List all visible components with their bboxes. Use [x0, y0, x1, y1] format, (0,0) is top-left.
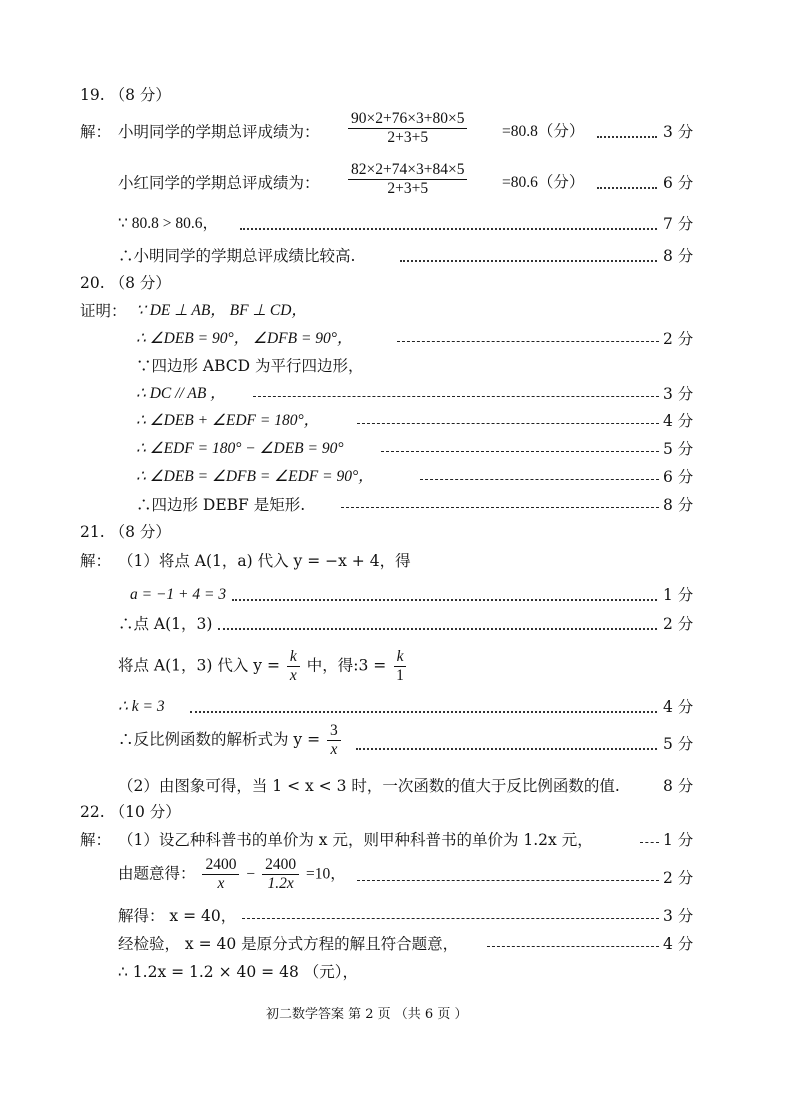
q20-line2: ∵四边形 ABCD 为平行四边形，	[136, 357, 364, 375]
q21-point-a-leader	[218, 628, 657, 630]
q22-eq-num2: 2400	[262, 856, 299, 875]
q21-sub-x: x	[289, 667, 297, 684]
q21-k-score: 4 分	[663, 698, 694, 716]
q19-hong-score: 6 分	[663, 174, 694, 192]
q22-eq-result: =10，	[306, 865, 346, 883]
q22-eq-den2: 1.2x	[267, 875, 294, 892]
q19-ming-fraction	[346, 110, 469, 147]
q20-line6-leader	[420, 479, 659, 480]
q20-line4: ∴ ∠DEB + ∠EDF = 180°，	[136, 412, 320, 429]
q20-header: 20. （8 分）	[80, 274, 171, 292]
q20-line5-score: 5 分	[663, 440, 694, 458]
q20-line5-leader	[381, 451, 659, 452]
q21-part2: （2）由图象可得，当 1 < x < 3 时，一次函数的值大于反比例函数的值.	[118, 777, 620, 795]
q20-line6: ∴ ∠DEB = ∠DFB = ∠EDF = 90°，	[136, 468, 374, 485]
q21-point-a-score: 2 分	[663, 615, 694, 633]
q19-ming-leader	[597, 136, 657, 138]
q20-line5: ∴ ∠EDF = 180° − ∠DEB = 90°	[136, 440, 344, 457]
q19-hong-numerator: 82×2+74×3+84×5	[348, 161, 467, 180]
q19-ming-result: =80.8（分）	[502, 123, 585, 140]
q19-jie: 解：	[80, 123, 112, 141]
q19-conclusion-leader	[400, 260, 657, 262]
q19-conclusion-score: 8 分	[663, 247, 694, 265]
q19-hong-result: =80.6（分）	[502, 174, 585, 191]
q20-proof-label: 证明：	[80, 302, 127, 320]
q22-solve-score: 3 分	[663, 907, 694, 925]
q22-solve: 解得： x = 40，	[118, 907, 237, 925]
q21-function-score: 5 分	[663, 735, 694, 753]
q19-ming-numerator: 90×2+76×3+80×5	[348, 110, 467, 129]
q22-jie: 解：	[80, 831, 112, 849]
q22-eq-den1: x	[217, 875, 225, 892]
q19-hong-leader	[597, 187, 657, 189]
q19-hong-label: 小红同学的学期总评成绩为：	[118, 174, 320, 192]
q20-given: ∵ DE ⊥ AB， BF ⊥ CD，	[136, 302, 307, 319]
q20-line3-score: 3 分	[663, 385, 694, 403]
q22-header: 22. （10 分）	[80, 803, 181, 821]
q22-equation-leader	[357, 880, 659, 881]
q22-check: 经检验， x = 40 是原分式方程的解且符合题意，	[118, 935, 459, 953]
q20-line1: ∴ ∠DEB = 90°， ∠DFB = 90°，	[136, 330, 353, 347]
q20-line7-leader	[341, 507, 659, 508]
q22-check-score: 4 分	[663, 935, 694, 953]
q21-function	[118, 722, 343, 759]
q21-k-leader	[190, 711, 657, 713]
q19-compare-leader	[240, 228, 657, 230]
q22-final: ∴ 1.2x = 1.2 × 40 = 48 （元），	[118, 963, 358, 981]
q21-a-equation: a = −1 + 4 = 3	[130, 586, 227, 603]
q22-equation	[118, 856, 346, 893]
q20-line6-score: 6 分	[663, 468, 694, 486]
q21-part2-score: 8 分	[663, 777, 694, 795]
q19-hong-fraction	[346, 161, 469, 198]
q20-line3-leader	[253, 396, 659, 397]
q21-func-denominator: x	[330, 741, 338, 758]
q21-a-leader	[232, 599, 657, 601]
q22-equation-score: 2 分	[663, 869, 694, 887]
q21-sub-mid: 中，得:3 =	[306, 656, 387, 675]
q20-line7: ∴四边形 DEBF 是矩形.	[136, 496, 306, 514]
q21-sub-k2: k	[394, 648, 407, 667]
q20-line3: ∴ DC // AB ，	[136, 385, 226, 402]
q22-eq-num1: 2400	[202, 856, 239, 875]
q20-line1-score: 2 分	[663, 330, 694, 348]
q20-line7-score: 8 分	[663, 496, 694, 514]
q20-line4-score: 4 分	[663, 412, 694, 430]
q22-part1-score: 1 分	[663, 831, 694, 849]
q21-jie: 解：	[80, 552, 112, 570]
q20-line1-leader	[397, 341, 659, 342]
q19-ming-label: 小明同学的学期总评成绩为：	[118, 123, 320, 141]
q21-func-numerator: 3	[327, 722, 341, 741]
q21-substitution	[118, 648, 409, 685]
q19-hong-denominator: 2+3+5	[387, 180, 429, 197]
q19-ming-score: 3 分	[663, 123, 694, 141]
q19-header: 19. （8 分）	[80, 86, 171, 104]
q21-part1: （1）将点 A(1，a) 代入 y = −x + 4，得	[118, 552, 411, 570]
q21-sub-k: k	[287, 648, 300, 667]
q22-solve-leader	[242, 918, 659, 919]
q22-part1-leader	[640, 842, 659, 843]
q21-sub-one: 1	[396, 667, 404, 684]
q22-part1: （1）设乙种科普书的单价为 x 元，则甲种科普书的单价为 1.2x 元，	[118, 831, 593, 849]
q21-function-leader	[356, 748, 657, 750]
q21-header: 21. （8 分）	[80, 523, 171, 541]
q19-compare-score: 7 分	[663, 215, 694, 233]
page-footer: 初二数学答案 第 2 页 （共 6 页 ）	[266, 1007, 468, 1022]
q20-line4-leader	[357, 423, 659, 424]
q22-eq-label: 由题意得：	[118, 864, 196, 883]
q19-ming-denominator: 2+3+5	[387, 129, 429, 146]
q19-compare: ∵ 80.8 > 80.6，	[118, 215, 218, 232]
q22-check-leader	[487, 946, 659, 947]
q21-func-prefix: ∴反比例函数的解析式为 y =	[118, 730, 321, 749]
q21-k-equation: ∴ k = 3	[118, 698, 165, 715]
q22-eq-minus: −	[246, 865, 256, 883]
q21-a-score: 1 分	[663, 586, 694, 604]
q21-point-a: ∴点 A(1，3)	[118, 615, 213, 633]
q21-sub-prefix: 将点 A(1，3) 代入 y =	[118, 656, 280, 675]
q19-conclusion: ∴小明同学的学期总评成绩比较高.	[118, 247, 356, 265]
